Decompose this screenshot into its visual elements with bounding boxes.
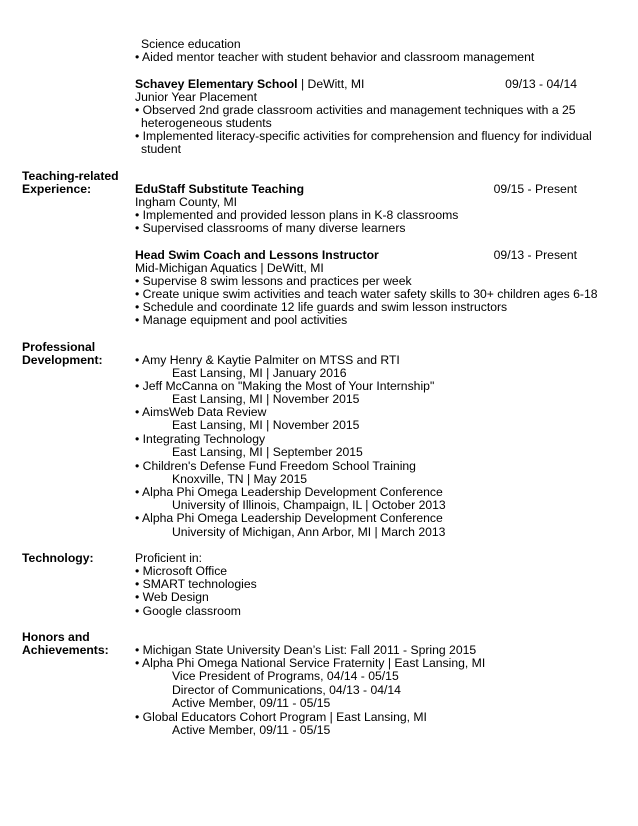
swim-bullet: • Schedule and coordinate 12 life guards and swim lesson instructors — [135, 300, 508, 314]
edustaff-location: Ingham County, MI — [135, 195, 238, 209]
schavey-dates: 09/13 - 04/14 — [505, 77, 577, 91]
section-heading-teaching: Experience: — [22, 182, 92, 196]
swim-bullet: • Supervise 8 swim lessons and practices per week — [135, 274, 412, 288]
swim-bullet: • Manage equipment and pool activities — [135, 313, 348, 327]
pd-item-detail: University of Michigan, Ann Arbor, MI | March 2013 — [172, 525, 446, 539]
swim-bullet: • Create unique swim activities and teach water safety skills to 30+ children ages 6-18 — [135, 287, 598, 301]
edustaff-dates: 09/15 - Present — [493, 182, 577, 196]
pd-item-detail: East Lansing, MI | November 2015 — [172, 418, 360, 432]
schavey-bullet-cont: heterogeneous students — [141, 116, 272, 130]
edustaff-bullet: • Implemented and provided lesson plans in K-8 classrooms — [135, 208, 459, 222]
pd-item-detail: Knoxville, TN | May 2015 — [172, 472, 308, 486]
technology-item: • Google classroom — [135, 604, 241, 618]
schavey-bullet: • Observed 2nd grade classroom activities and management techniques with a 25 — [135, 103, 576, 117]
honors-apo-role: Active Member, 09/11 - 05/15 — [172, 696, 331, 710]
pd-item-title: • Alpha Phi Omega Leadership Development Conference — [135, 511, 443, 525]
pd-item-title: • Jeff McCanna on "Making the Most of Your Internship" — [135, 379, 435, 393]
honors-apo-role: Director of Communications, 04/13 - 04/14 — [172, 683, 401, 697]
pd-item-detail: East Lansing, MI | September 2015 — [172, 445, 363, 459]
section-heading-teaching: Teaching-related — [22, 169, 119, 183]
schavey-bullet-cont: student — [141, 142, 181, 156]
pd-item-detail: East Lansing, MI | November 2015 — [172, 392, 360, 406]
schavey-role: Junior Year Placement — [135, 90, 257, 104]
section-heading-professional: Professional — [22, 340, 96, 354]
section-heading-honors: Achievements: — [22, 643, 109, 657]
pd-item-title: • Amy Henry & Kaytie Palmiter on MTSS and RTI — [135, 353, 400, 367]
technology-item: • Microsoft Office — [135, 564, 228, 578]
honors-gec: • Global Educators Cohort Program | East Lansing, MI — [135, 710, 427, 724]
swim-title: Head Swim Coach and Lessons Instructor — [135, 248, 379, 262]
continued-text: Science education — [141, 37, 241, 51]
pd-item-detail: East Lansing, MI | January 2016 — [172, 366, 347, 380]
honors-apo: • Alpha Phi Omega National Service Fraternity | East Lansing, MI — [135, 656, 486, 670]
pd-item-title: • Integrating Technology — [135, 432, 266, 446]
pd-item-title: • Children's Defense Fund Freedom School Training — [135, 459, 416, 473]
schavey-bullet: • Implemented literacy-specific activities for comprehension and fluency for individual — [135, 129, 592, 143]
honors-deans-list: • Michigan State University Dean’s List: Fall 2011 - Spring 2015 — [135, 643, 477, 657]
section-heading-honors: Honors and — [22, 630, 90, 644]
pd-item-title: • Alpha Phi Omega Leadership Development Conference — [135, 485, 443, 499]
swim-location: Mid-Michigan Aquatics | DeWitt, MI — [135, 261, 324, 275]
technology-intro: Proficient in: — [135, 551, 203, 565]
technology-item: • SMART technologies — [135, 577, 257, 591]
edustaff-bullet: • Supervised classrooms of many diverse learners — [135, 221, 406, 235]
schavey-org: Schavey Elementary School — [135, 77, 298, 91]
continued-bullet: • Aided mentor teacher with student behavior and classroom management — [135, 50, 535, 64]
honors-apo-role: Vice President of Programs, 04/14 - 05/15 — [172, 669, 399, 683]
swim-dates: 09/13 - Present — [493, 248, 577, 262]
edustaff-title: EduStaff Substitute Teaching — [135, 182, 305, 196]
technology-item: • Web Design — [135, 590, 209, 604]
section-heading-technology: Technology: — [22, 551, 94, 565]
pd-item-detail: University of Illinois, Champaign, IL | October 2013 — [172, 498, 446, 512]
section-heading-professional: Development: — [22, 353, 103, 367]
honors-gec-role: Active Member, 09/11 - 05/15 — [172, 723, 331, 737]
schavey-location: | DeWitt, MI — [297, 77, 365, 91]
pd-item-title: • AimsWeb Data Review — [135, 405, 267, 419]
